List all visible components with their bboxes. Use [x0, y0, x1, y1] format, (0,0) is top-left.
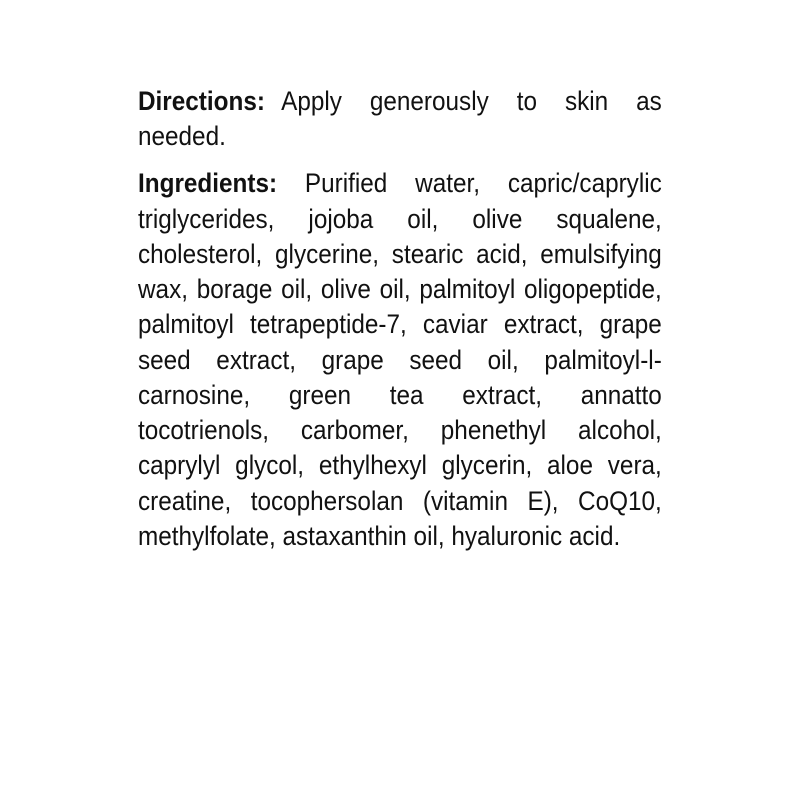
- ingredients-text: Purified water, capric/caprylic triglycerides, jojoba oil, olive squalene, cholesterol, glycerine, stearic acid, emulsifying wax, borage oil, olive oil, palmitoyl oligopeptide, palmitoyl tetrapeptide-7, caviar extract, grape seed extract, grape seed oil, palmitoyl-l-carnosine, green tea extract, annatto tocotrienols, carbomer, phenethyl alcohol, caprylyl glycol, ethylhexyl glycerin, aloe vera, creatine, tocophersolan (vitamin E), CoQ10, methylfolate, astaxanthin oil, hyaluronic acid.: [138, 168, 662, 551]
- directions-heading: Directions:: [138, 86, 265, 116]
- directions-section: [138, 84, 662, 154]
- ingredients-heading: Ingredients:: [138, 168, 278, 199]
- directions-text: Apply generously to skin as needed.: [138, 86, 662, 152]
- ingredients-section: [138, 166, 662, 554]
- product-label-text: [138, 84, 662, 554]
